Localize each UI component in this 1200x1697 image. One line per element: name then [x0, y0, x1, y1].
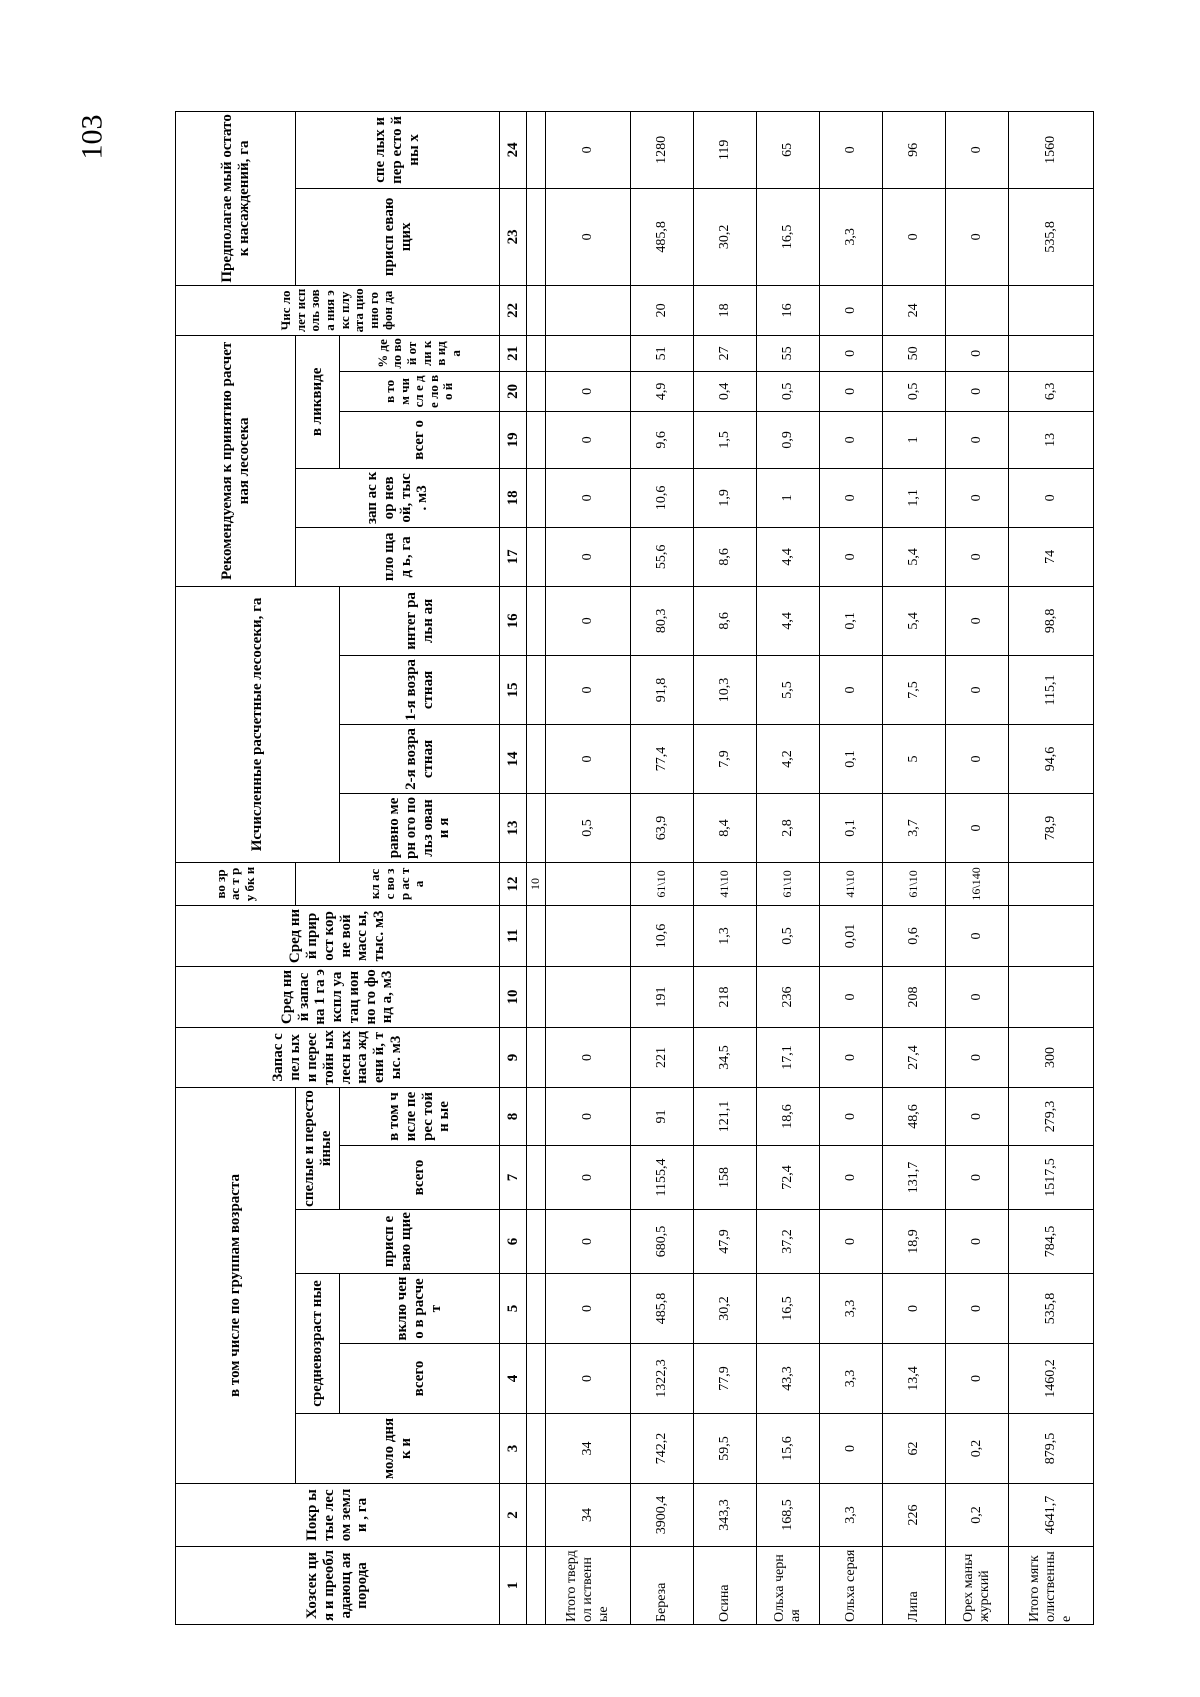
column-number: 3 — [500, 1414, 527, 1484]
table-cell: 41\10 — [694, 862, 757, 905]
header-liquid-total: всег о — [340, 411, 500, 468]
column-number: 15 — [500, 655, 527, 724]
table-cell: 0 — [946, 371, 1009, 411]
table-cell: 0,9 — [757, 411, 820, 468]
table-cell: 47,9 — [694, 1210, 757, 1274]
table-cell: 0 — [546, 1274, 631, 1344]
table-cell: 61\10 — [883, 862, 946, 905]
table-cell: 5,4 — [883, 527, 946, 586]
table-cell: 34 — [546, 1484, 631, 1547]
table-cell: 236 — [757, 966, 820, 1027]
table-cell: 0,2 — [946, 1484, 1009, 1547]
species-name-cell: Осина — [694, 1547, 757, 1625]
table-cell: 4,9 — [631, 371, 694, 411]
table-cell — [1009, 966, 1094, 1027]
table-cell: 208 — [883, 966, 946, 1027]
table-cell: 485,8 — [631, 188, 694, 285]
header-overmature: в том числе перес тойн ые — [340, 1087, 500, 1145]
table-cell: 59,5 — [694, 1414, 757, 1484]
table-cell: 3,3 — [820, 1484, 883, 1547]
table-cell: 18,9 — [883, 1210, 946, 1274]
table-cell: 91,8 — [631, 655, 694, 724]
table-cell: 16 — [757, 285, 820, 335]
table-cell: 4,2 — [757, 724, 820, 793]
table-cell: 77,4 — [631, 724, 694, 793]
table-cell: 0 — [546, 527, 631, 586]
column-number: 16 — [500, 586, 527, 655]
table-cell: 10,6 — [631, 905, 694, 966]
table-cell: 65 — [757, 111, 820, 188]
species-name-cell: Береза — [631, 1547, 694, 1625]
table-cell: 1,5 — [694, 411, 757, 468]
table-cell: 4,4 — [757, 527, 820, 586]
table-cell: 0 — [820, 1414, 883, 1484]
table-cell: 742,2 — [631, 1414, 694, 1484]
table-cell: 10,6 — [631, 468, 694, 527]
table-cell: 61\10 — [757, 862, 820, 905]
table-cell: 0 — [820, 1146, 883, 1210]
header-years-of-use: Чис ло лет исп оль зова ния экс плу ата цио нно го фон да — [176, 285, 500, 335]
column-number: 2 — [500, 1484, 527, 1547]
table-cell: 1,3 — [694, 905, 757, 966]
table-cell: 8,6 — [694, 527, 757, 586]
header-uniform-use: равно мерн ого польз овани я — [340, 793, 500, 862]
table-cell: 115,1 — [1009, 655, 1094, 724]
table-cell: 55 — [757, 335, 820, 371]
header-cut-area: пло щад ь, га — [296, 527, 500, 586]
column-number: 19 — [500, 411, 527, 468]
table-cell: 158 — [694, 1146, 757, 1210]
table-cell: 0 — [820, 966, 883, 1027]
header-mature-total: всего — [340, 1146, 500, 1210]
table-cell: 168,5 — [757, 1484, 820, 1547]
table-cell: 0,1 — [820, 586, 883, 655]
table-cell: 0,5 — [883, 371, 946, 411]
rotated-table-wrapper — [175, 114, 1074, 1625]
table-cell: 27 — [694, 335, 757, 371]
table-cell: 0,6 — [883, 905, 946, 966]
table-cell: 343,3 — [694, 1484, 757, 1547]
page-number: 103 — [75, 114, 109, 160]
table-cell: 0 — [883, 1274, 946, 1344]
table-cell: 18,6 — [757, 1087, 820, 1145]
header-calculated-cutting: Исчисленные расчетные лесосеки, га — [176, 586, 340, 862]
species-name-cell: Ольха серая — [820, 1547, 883, 1625]
table-cell: 0 — [546, 188, 631, 285]
table-cell: 0 — [546, 1027, 631, 1087]
column-number: 13 — [500, 793, 527, 862]
table-cell: 0 — [946, 724, 1009, 793]
column-number: 6 — [500, 1210, 527, 1274]
table-cell: 0 — [946, 335, 1009, 371]
table-cell: 4,4 — [757, 586, 820, 655]
table-cell: 0 — [946, 1210, 1009, 1274]
header-liquid-business: в то м чи сл е де ло во й — [340, 371, 500, 411]
table-cell: 30,2 — [694, 1274, 757, 1344]
column-number: 14 — [500, 724, 527, 793]
table-cell: 535,8 — [1009, 1274, 1094, 1344]
table-row — [694, 111, 757, 1624]
header-species: Хозсек ция и преобл адающ ая порода — [176, 1547, 500, 1625]
table-row — [757, 111, 820, 1624]
table-cell: 0 — [946, 905, 1009, 966]
table-cell: 16,5 — [757, 188, 820, 285]
table-cell: 30,2 — [694, 188, 757, 285]
table-cell: 80,3 — [631, 586, 694, 655]
table-cell: 119 — [694, 111, 757, 188]
table-cell: 41\10 — [820, 862, 883, 905]
table-cell: 5,5 — [757, 655, 820, 724]
table-row — [631, 111, 694, 1624]
table-cell: 1322,3 — [631, 1344, 694, 1414]
table-cell: 96 — [883, 111, 946, 188]
table-cell: 18 — [694, 285, 757, 335]
header-age-groups: в том числе по группам возраста — [176, 1087, 296, 1483]
table-cell: 3900,4 — [631, 1484, 694, 1547]
header-young: моло дняк и — [296, 1414, 500, 1484]
table-cell: 0 — [546, 468, 631, 527]
table-cell — [946, 285, 1009, 335]
table-cell: 226 — [883, 1484, 946, 1547]
table-cell: 6,3 — [1009, 371, 1094, 411]
table-cell: 74 — [1009, 527, 1094, 586]
column-number: 21 — [500, 335, 527, 371]
column-number: 9 — [500, 1027, 527, 1087]
table-cell: 91 — [631, 1087, 694, 1145]
table-cell — [546, 966, 631, 1027]
header-remaining-ripening: присп еваю щих — [296, 188, 500, 285]
table-cell: 62 — [883, 1414, 946, 1484]
table-cell: 61\10 — [631, 862, 694, 905]
table-cell: 218 — [694, 966, 757, 1027]
header-mature: спелые и перестойные — [296, 1087, 340, 1209]
spacer-row — [527, 111, 546, 1624]
table-cell: 0 — [820, 468, 883, 527]
header-avg-growth: Сред ний прир ост корне вой масс ы, тыс. м3 — [176, 905, 500, 966]
table-cell: 535,8 — [1009, 188, 1094, 285]
header-middle-total: всего — [340, 1344, 500, 1414]
table-cell: 9,6 — [631, 411, 694, 468]
header-age-class: кл ас с во зр ас та — [296, 862, 500, 905]
table-cell: 16,5 — [757, 1274, 820, 1344]
table-cell: 3,3 — [820, 1274, 883, 1344]
table-cell: 13,4 — [883, 1344, 946, 1414]
species-name-cell: Итого твердол иственные — [546, 1547, 631, 1625]
table-cell: 300 — [1009, 1027, 1094, 1087]
table-cell: 0,1 — [820, 793, 883, 862]
table-cell: 0 — [946, 468, 1009, 527]
table-cell: 72,4 — [757, 1146, 820, 1210]
table-cell: 1155,4 — [631, 1146, 694, 1210]
table-cell: 0 — [820, 371, 883, 411]
table-cell: 680,5 — [631, 1210, 694, 1274]
table-cell: 55,6 — [631, 527, 694, 586]
table-cell: 17,1 — [757, 1027, 820, 1087]
table-cell: 0 — [946, 1146, 1009, 1210]
table-cell: 0 — [946, 1087, 1009, 1145]
table-cell: 0 — [546, 1087, 631, 1145]
table-cell — [546, 905, 631, 966]
table-cell: 221 — [631, 1027, 694, 1087]
table-cell: 0 — [820, 1027, 883, 1087]
table-cell: 78,9 — [1009, 793, 1094, 862]
table-row — [946, 111, 1009, 1624]
table-row — [546, 111, 631, 1624]
table-row — [1009, 111, 1094, 1624]
table-cell: 1517,5 — [1009, 1146, 1094, 1210]
table-cell — [1009, 905, 1094, 966]
header-avg-stock: Сред ний запас на 1 га экспл уатац ионно го фонд а, м3 — [176, 966, 500, 1027]
table-cell: 0 — [946, 1344, 1009, 1414]
table-cell: 13 — [1009, 411, 1094, 468]
header-remaining-stands: Предполагае мый остаток насаждений, га — [176, 111, 296, 285]
table-cell: 0 — [820, 1087, 883, 1145]
table-cell: 50 — [883, 335, 946, 371]
header-middle-included: вклю чено в расче т — [340, 1274, 500, 1344]
table-cell: 0 — [946, 111, 1009, 188]
table-cell: 0 — [946, 411, 1009, 468]
table-cell: 3,7 — [883, 793, 946, 862]
table-cell: 0 — [820, 1210, 883, 1274]
header-recommended-cutting: Рекомендуемая к принятию расчетная лесосека — [176, 335, 296, 586]
table-cell: 43,3 — [757, 1344, 820, 1414]
age-class-cell: 10 — [527, 862, 546, 905]
column-number: 10 — [500, 966, 527, 1027]
table-row — [820, 111, 883, 1624]
table-cell: 15,6 — [757, 1414, 820, 1484]
table-cell: 0 — [546, 586, 631, 655]
table-cell: 0 — [1009, 468, 1094, 527]
header-forest-area: Покр ытые лесом земли , га — [176, 1484, 500, 1547]
column-number: 23 — [500, 188, 527, 285]
table-cell: 0,5 — [757, 371, 820, 411]
species-name-cell: Итого мягколиственные — [1009, 1547, 1094, 1625]
table-cell: 0 — [946, 188, 1009, 285]
table-cell: 0 — [546, 655, 631, 724]
table-cell: 0 — [946, 966, 1009, 1027]
header-felling-age: во зр ас т ру бк и — [176, 862, 296, 905]
table-cell: 784,5 — [1009, 1210, 1094, 1274]
table-cell: 63,9 — [631, 793, 694, 862]
table-cell: 0 — [820, 285, 883, 335]
table-cell: 16\140 — [946, 862, 1009, 905]
header-ripening: присп еваю щие — [296, 1210, 500, 1274]
table-cell — [546, 335, 631, 371]
header-integral: интег ральн ая — [340, 586, 500, 655]
table-cell: 34,5 — [694, 1027, 757, 1087]
table-cell: 131,7 — [883, 1146, 946, 1210]
table-cell: 0 — [546, 1344, 631, 1414]
column-number: 18 — [500, 468, 527, 527]
column-number-row — [500, 111, 527, 1624]
table-cell: 0 — [546, 1210, 631, 1274]
table-cell: 0 — [546, 111, 631, 188]
table-cell: 27,4 — [883, 1027, 946, 1087]
table-cell: 0 — [820, 655, 883, 724]
header-second-age: 2-я возра стная — [340, 724, 500, 793]
table-cell — [546, 285, 631, 335]
header-middle-aged: средневозраст ные — [296, 1274, 340, 1414]
table-cell: 0 — [946, 527, 1009, 586]
table-cell: 0 — [946, 655, 1009, 724]
table-cell: 94,6 — [1009, 724, 1094, 793]
species-name-cell: Ольха черная — [757, 1547, 820, 1625]
table-cell: 0 — [820, 411, 883, 468]
header-first-age: 1-я возра стная — [340, 655, 500, 724]
table-cell: 0 — [546, 411, 631, 468]
table-cell: 0,1 — [820, 724, 883, 793]
table-cell — [1009, 335, 1094, 371]
table-cell: 8,6 — [694, 586, 757, 655]
table-cell: 0 — [546, 724, 631, 793]
table-cell: 10,3 — [694, 655, 757, 724]
table-cell: 1 — [757, 468, 820, 527]
column-number: 11 — [500, 905, 527, 966]
table-cell: 8,4 — [694, 793, 757, 862]
table-cell: 37,2 — [757, 1210, 820, 1274]
table-cell: 0 — [820, 527, 883, 586]
table-cell: 24 — [883, 285, 946, 335]
table-cell: 34 — [546, 1414, 631, 1484]
column-number: 1 — [500, 1547, 527, 1625]
table-cell: 0 — [946, 793, 1009, 862]
column-number: 24 — [500, 111, 527, 188]
table-cell: 191 — [631, 966, 694, 1027]
header-liquid-percent: % де ло во й от ли кв ид а — [340, 335, 500, 371]
table-cell: 1280 — [631, 111, 694, 188]
forest-data-table — [175, 111, 1094, 1625]
table-cell: 77,9 — [694, 1344, 757, 1414]
table-cell: 0 — [883, 188, 946, 285]
table-cell: 3,3 — [820, 1344, 883, 1414]
table-cell — [1009, 862, 1094, 905]
table-cell: 20 — [631, 285, 694, 335]
table-cell: 0 — [946, 1027, 1009, 1087]
table-cell: 0,5 — [757, 905, 820, 966]
table-cell — [1009, 285, 1094, 335]
table-cell: 0 — [546, 371, 631, 411]
column-number: 22 — [500, 285, 527, 335]
table-cell: 0,01 — [820, 905, 883, 966]
table-cell: 7,5 — [883, 655, 946, 724]
column-number: 17 — [500, 527, 527, 586]
table-cell: 7,9 — [694, 724, 757, 793]
table-cell: 51 — [631, 335, 694, 371]
table-cell: 2,8 — [757, 793, 820, 862]
header-mature-stock: Запас спел ых и перес тойн ых лесн ых наса ждени й, тыс. м3 — [176, 1027, 500, 1087]
header-liquid: в ликвиде — [296, 335, 340, 468]
table-cell: 0 — [946, 586, 1009, 655]
table-cell: 0,5 — [546, 793, 631, 862]
table-cell: 48,6 — [883, 1087, 946, 1145]
table-cell: 4641,7 — [1009, 1484, 1094, 1547]
table-cell: 98,8 — [1009, 586, 1094, 655]
table-cell: 1560 — [1009, 111, 1094, 188]
table-cell: 1460,2 — [1009, 1344, 1094, 1414]
column-number: 20 — [500, 371, 527, 411]
species-name-cell: Липа — [883, 1547, 946, 1625]
table-cell: 1 — [883, 411, 946, 468]
column-number: 5 — [500, 1274, 527, 1344]
table-cell: 5 — [883, 724, 946, 793]
table-cell: 0 — [820, 111, 883, 188]
table-cell: 0 — [946, 1274, 1009, 1344]
table-cell: 1,9 — [694, 468, 757, 527]
table-cell: 485,8 — [631, 1274, 694, 1344]
table-cell: 3,3 — [820, 188, 883, 285]
table-row — [883, 111, 946, 1624]
table-cell: 5,4 — [883, 586, 946, 655]
table-cell: 0,4 — [694, 371, 757, 411]
column-number: 4 — [500, 1344, 527, 1414]
table-cell: 279,3 — [1009, 1087, 1094, 1145]
table-cell: 121,1 — [694, 1087, 757, 1145]
table-cell: 0 — [820, 335, 883, 371]
header-remaining-mature: спе лых и пер есто йны х — [296, 111, 500, 188]
table-cell: 0,2 — [946, 1414, 1009, 1484]
column-number: 12 — [500, 862, 527, 905]
species-name-cell: Орех маньчжурский — [946, 1547, 1009, 1625]
table-cell: 1,1 — [883, 468, 946, 527]
column-number: 7 — [500, 1146, 527, 1210]
table-cell: 879,5 — [1009, 1414, 1094, 1484]
header-cut-stock: зап ас кор нев ой, тыс . м3 — [296, 468, 500, 527]
table-cell — [546, 862, 631, 905]
table-cell: 0 — [546, 1146, 631, 1210]
column-number: 8 — [500, 1087, 527, 1145]
